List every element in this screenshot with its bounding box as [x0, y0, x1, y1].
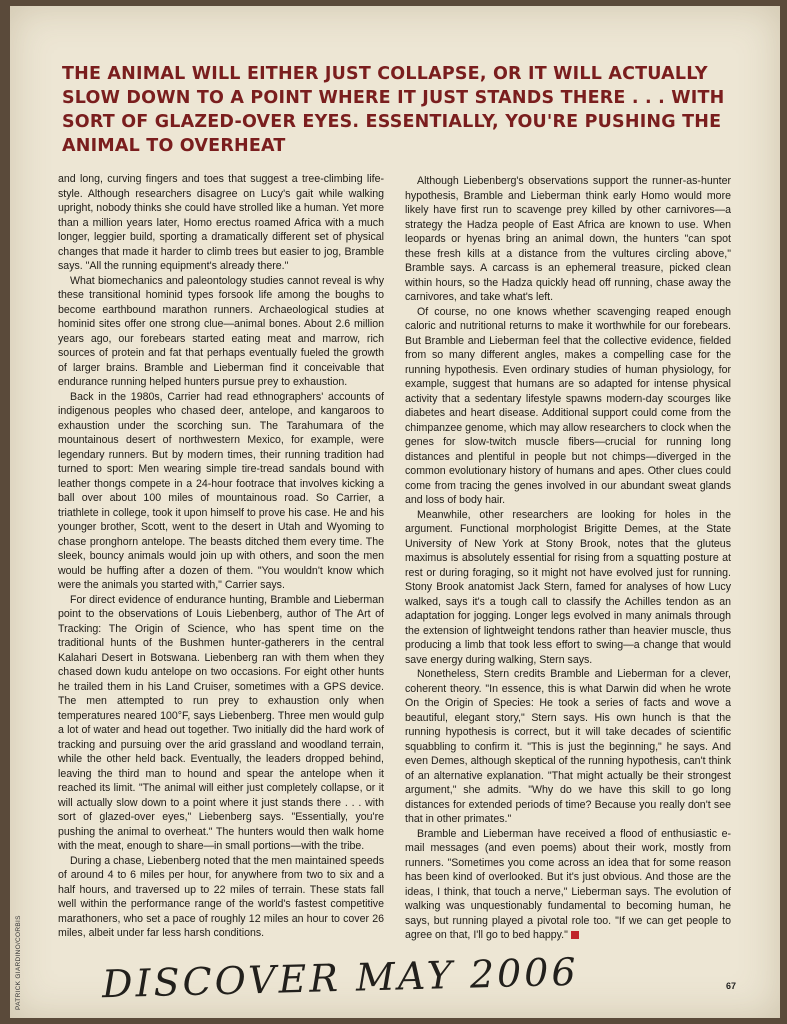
- pull-quote: THE ANIMAL WILL EITHER JUST COLLAPSE, OR IT WILL ACTUALLY SLOW DOWN TO A POINT WHERE IT JUST STANDS THERE . . . WITH SORT OF GLAZED-OVER EYES. ESSENTIALLY, YOU'RE PUSHING THE ANIMAL TO OVERHEAT: [62, 64, 725, 156]
- magazine-page: [10, 6, 780, 1018]
- paragraph: Meanwhile, other researchers are looking for holes in the argument. Functional morphologist Brigitte Demes, at the State University of New York at Stony Brook, notes that the gluteus maximus is absolutely essential for rising from a squatting posture at rest or during foraging, so it might not have evolved just for running. Stony Brook anatomist Jack Stern, famed for analyses of how Lucy walked, says it's a tough call to classify the Achilles tendon as an adaptation for jogging. Longer legs evolved in many animals through the extension of lightweight tendons rather than heavier muscle, thus producing a limb that took less effort to swing—a change that would save energy during walking, Stern says.: [405, 508, 731, 666]
- paragraph: Back in the 1980s, Carrier had read ethnographers' accounts of indigenous peoples who chased deer, antelope, and kangaroos to exhaustion under the scorching sun. The Tarahumara of the mountainous desert of northwestern Mexico, for example, were legendary runners. But by modern times, their running tradition had turned to sport: Men wearing simple tire-tread sandals bound with leather thongs compete in a 24-hour footrace that involves kicking a ball over about 100 miles of mountainous road. So Carrier, a triathlete in college, took it upon himself to prove his case. He and his younger brother, Scott, went to the desert in Utah and Wyoming to chase pronghorn antelope. The beasts ditched them every time. The sleek, bouncy animals would join up with others, and soon the men would be huffing after a dozen of them. "You wouldn't know which were the animals you started with," Carrier says.: [58, 390, 384, 591]
- paragraph-last-text: Bramble and Lieberman have received a flood of enthusiastic e-mail messages (and even poems) about their work, mostly from runners. "Sometimes you come across an idea that for some reason has been kind of overlooked. But it's just obvious. And those are the ideas, I think, that touch a nerve," Lieberman says. The evolution of walking was unquestionably fundamental to becoming human, he says, but running played a pivotal role too. "If we can get people to agree on that, I'll go to bed happy.": [405, 827, 731, 941]
- paragraph: During a chase, Liebenberg noted that the men maintained speeds of around 4 to 6 miles per hour, for anywhere from two to six and a half hours, and traversed up to 22 miles of terrain. These stats fall well within the performance range of the world's fastest competitive marathoners, who set a pace of roughly 12 miles an hour to cover 26 miles, albeit under far less harsh conditions.: [58, 854, 384, 939]
- photo-credit: PATRICK GIARDINO/CORBIS: [15, 915, 22, 1010]
- paragraph: What biomechanics and paleontology studies cannot reveal is why these transitional hominid types forsook life among the boughs to become earthbound marathon runners. Archaeological studies at hominid sites offer one strong clue—animal bones. About 2.6 million years ago, our forebears started eating meat and marrow, rich sources of protein and fat that perhaps eventually fueled the growth of larger brains. Bramble and Lieberman find it conceivable that endurance running helped hunters pursue prey to exhaustion.: [58, 274, 384, 388]
- right-column: [405, 174, 731, 943]
- left-column: [58, 172, 384, 941]
- end-mark-icon: [571, 931, 579, 939]
- handwritten-note: DISCOVER MAY 2006: [101, 949, 580, 1007]
- paragraph: For direct evidence of endurance hunting, Bramble and Lieberman point to the observations of Louis Liebenberg, author of The Art of Tracking: The Origin of Science, who has spent time on the traditional hunts of the Bushmen hunter-gatherers in the central Kalahari Desert in Botswana. Liebenberg ran with them when they chased down kudu antelope on two occasions. For eight other hunts he trailed them in his Land Cruiser, sometimes with a GPS device. The men attempted to run prey to exhaustion only when temperatures neared 100°F, says Liebenberg. Three men would gulp a lot of water and head out together. Two initially did the hard work of tracking and pursuing over the arid grassland and woodland terrain, while the other held back. Eventually, the leaders dropped behind, leaving the third man to hound and spear the antelope when it reached its limit. "The animal will either just completely collapse, or it will actually slow down to a point where it just stands there . . . with sort of glazed-over eyes," Liebenberg says. "Essentially, you're pushing the animal to overheat." The hunters would then walk home with the meat, enough to share—in small portions—with the tribe.: [58, 593, 384, 852]
- page-number: 67: [726, 981, 737, 991]
- paragraph: Of course, no one knows whether scavenging reaped enough caloric and nutritional returns to make it worthwhile for our forebears. But Bramble and Lieberman feel that the collective evidence, fielded from so many different angles, makes a compelling case for the running hypothesis. Even ordinary studies of human physiology, for example, suggest that humans are so adapted for intense physical activity that a sedentary lifestyle spawns modern-day scourges like diabetes and heart disease. Additional support could come from the chimpanzee genome, which may allow researchers to clock when the genes for slow-twitch muscle fibers—crucial for running long distances and plentiful in people but not chimps—diverged in the common evolutionary history of humans and apes. Other clues could come from tracing the genes involved in our abundant sweat glands and loss of body hair.: [405, 305, 731, 506]
- paragraph: Nonetheless, Stern credits Bramble and Lieberman for a clever, coherent theory. "In essence, this is what Darwin did when he wrote On the Origin of Species: He took a series of facts and wove a beautiful, elegant story," Stern says. His own hunch is that the running hypothesis is correct, but it will take decades of scientific squabbling to confirm it. "This is just the beginning," he says. And even Demes, although skeptical of the running hypothesis, can't think of an alternative explanation. "That might actually be their strongest argument," she admits. "Why do we have this skill to go long distances for extended periods of time? Because you really don't see that in other primates.": [405, 668, 731, 825]
- paragraph: Although Liebenberg's observations support the runner-as-hunter hypothesis, Bramble and Lieberman think early Homo would more likely have first run to scavenge prey killed by other carnivores—a strategy the Hadza people of East Africa are known to use. When leopards or hyenas bring an animal down, the hunters "can spot these fresh kills at a distance from the vultures circling above," Bramble says. A carcass is an ephemeral treasure, picked clean within hours, so the Hadza quickly head off running, chase away the carnivores, and take what's left.: [405, 175, 731, 303]
- paragraph: and long, curving fingers and toes that suggest a tree-climbing life-style. Although researchers disagree on Lucy's gait while walking upright, nobody thinks she could have strolled like a human. Yet more than a million years later, Homo erectus roamed Africa with a much longer, leggier build, sporting a dramatically different set of physical changes that made it harder to climb trees but easier to jog, Bramble says. "All the running equipment's already there.": [58, 173, 384, 272]
- paragraph-last: [405, 827, 731, 943]
